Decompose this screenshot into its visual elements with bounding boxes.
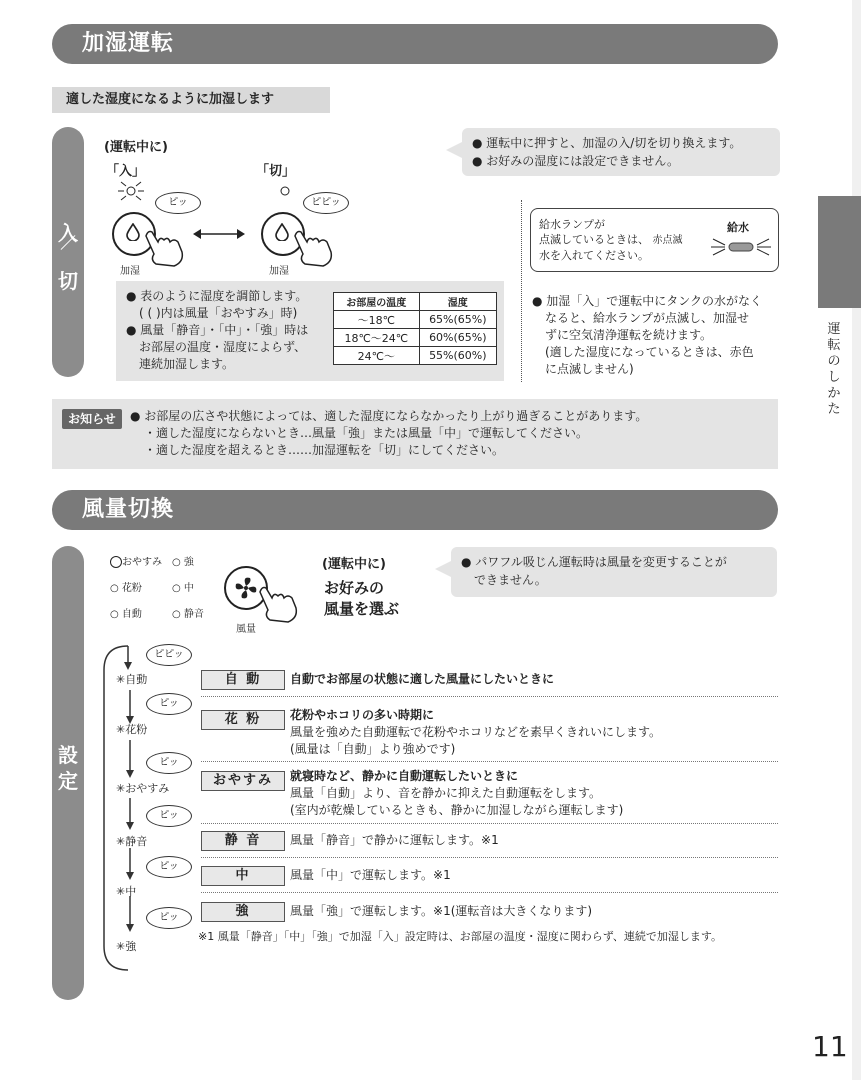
beep-bubble: ピッ: [146, 856, 192, 878]
beep-bubble: ピピッ: [146, 644, 192, 666]
table-cell: ～18℃: [334, 311, 420, 329]
side-pill-on-off: [52, 127, 84, 377]
info-line: ● お部屋の広さや状態によっては、適した湿度にならなかったり上がり過ぎることがあります。: [130, 409, 648, 423]
table-header: お部屋の温度: [334, 293, 420, 311]
desc-line: (室内が乾燥しているときも、静かに加湿しながら運転します): [290, 803, 624, 817]
beep-bubble: ピッ: [146, 693, 192, 715]
humidity-notes: [126, 288, 326, 373]
desc-line: 風量を強めた自動運転で花粉やホコリなどを素早くきれいにします。: [290, 725, 662, 739]
water-lamp-box: [530, 208, 779, 272]
humidity-table: [333, 292, 497, 365]
table-cell: 60%(65%): [419, 329, 496, 347]
during-label: (運転中に): [322, 557, 386, 572]
beep-bubble-on: ピッ: [155, 192, 201, 214]
choose-line: 風量を選ぶ: [324, 600, 400, 618]
footnote: ※1 風量「静音」「中」「強」で加湿「入」設定時は、お部屋の温度・湿度に関わらず、連続で加湿します。: [198, 930, 722, 943]
double-arrow-icon: [193, 228, 245, 240]
divider: [201, 892, 778, 893]
note-line: 連続加湿します。: [139, 357, 235, 371]
lamp-box-text: [539, 217, 683, 263]
lamp-box-line: 水を入れてください。: [539, 249, 649, 262]
cycle-mode-pollen: ✳花粉: [116, 723, 148, 736]
note-line: お部屋の温度・湿度によらず、: [139, 340, 307, 354]
mode-tag-sleep: おやすみ: [201, 771, 285, 791]
note-line: ずに空気清浄運転を続けます。: [545, 328, 713, 342]
pill-text-setting: 設定: [58, 743, 78, 793]
desc-line: 風量「自動」より、音を静かに抑えた自動運転をします。: [290, 786, 602, 800]
cycle-mode-auto: ✳自動: [116, 673, 148, 686]
info-line: ・適した湿度にならないとき…風量「強」または風量「中」で運転してください。: [144, 426, 589, 440]
info-line: ・適した湿度を超えるとき……加湿運転を「切」にしてください。: [144, 443, 505, 457]
column-divider: [521, 200, 522, 382]
off-label: 「切」: [256, 164, 296, 179]
water-drop-icon: [126, 223, 140, 241]
choose-airflow-text: [324, 578, 399, 620]
desc-line: 花粉やホコリの多い時期に: [290, 708, 435, 722]
mode-tag-auto: 自 動: [201, 670, 285, 690]
section-title-humidify: 加湿運転: [52, 24, 778, 64]
table-cell: 65%(65%): [419, 311, 496, 329]
indicator: ○ 中: [172, 583, 194, 594]
blink-label: 赤点滅: [652, 235, 683, 246]
desc-line: 就寝時など、静かに自動運転したいときに: [290, 769, 519, 783]
note-line: ● 表のように湿度を調節します。: [126, 289, 308, 303]
table-header: 湿度: [419, 293, 496, 311]
indicator: ○ 強: [172, 557, 194, 568]
section-title-airflow: 風量切換: [52, 490, 778, 530]
water-drop-icon: [275, 223, 289, 241]
hand-pointer-icon: [140, 228, 190, 270]
info-text: [130, 408, 775, 459]
divider: [201, 823, 778, 824]
note-bubble-airflow: [451, 547, 777, 597]
cycle-mode-quiet: ✳静音: [116, 835, 148, 848]
button-label-humidify: 加湿: [269, 266, 289, 277]
mode-tag-pollen: 花 粉: [201, 710, 285, 730]
mode-desc-pollen: [290, 707, 661, 758]
table-row: [334, 347, 497, 365]
bubble-line: ● お好みの湿度には設定できません。: [472, 154, 680, 168]
pill-text-off: 切: [58, 269, 78, 293]
table-cell: 24℃～: [334, 347, 420, 365]
button-label-humidify: 加湿: [120, 266, 140, 277]
mode-tag-medium: 中: [201, 866, 285, 886]
button-label-airflow: 風量: [236, 624, 256, 635]
mode-tag-quiet: 静 音: [201, 831, 285, 851]
mode-desc-strong: 風量「強」で運転します。※1(運転音は大きくなります): [290, 904, 593, 918]
lamp-off-icon: [280, 186, 290, 196]
hand-pointer-icon: [289, 228, 339, 270]
divider: [201, 696, 778, 697]
note-bubble-humidify: [462, 128, 780, 176]
page-number: 11: [812, 1030, 848, 1063]
beep-bubble: ピッ: [146, 805, 192, 827]
bubble-line: ● 運転中に押すと、加湿の入/切を切り換えます。: [472, 136, 742, 150]
lamp-box-line: 給水ランプが: [539, 218, 605, 231]
mode-desc-medium: 風量「中」で運転します。※1: [290, 868, 451, 882]
mode-desc-quiet: 風量「静音」で静かに運転します。※1: [290, 833, 499, 847]
cycle-mode-strong: ✳強: [116, 940, 137, 953]
note-line: ● 加湿「入」で運転中にタンクの水がなく: [532, 294, 763, 308]
note-line: ( ( )内は風量「おやすみ」時): [139, 306, 298, 320]
mode-tag-strong: 強: [201, 902, 285, 922]
note-line: なると、給水ランプが点滅し、加湿せ: [545, 311, 750, 325]
side-pill-setting: [52, 546, 84, 1000]
note-line: ● 風量「静音」・「中」・「強」時は: [126, 323, 309, 337]
table-row: [334, 329, 497, 347]
note-line: に点滅しません): [545, 362, 634, 376]
table-header-row: [334, 293, 497, 311]
mode-desc-auto: 自動でお部屋の状態に適した風量にしたいときに: [290, 672, 555, 686]
indicator: ○ 自動: [110, 609, 142, 620]
table-row: [334, 311, 497, 329]
cycle-mode-sleep: ✳おやすみ: [116, 782, 170, 795]
info-label: お知らせ: [62, 409, 122, 429]
indicator-lit: おやすみ: [110, 550, 162, 576]
pill-text-on: 入: [58, 221, 78, 245]
on-label: 「入」: [106, 164, 146, 179]
choose-line: お好みの: [324, 579, 385, 597]
cycle-mode-medium: ✳中: [116, 885, 137, 898]
water-lamp-blink-icon: [709, 233, 773, 261]
bubble-line: ● パワフル吸じん運転時は風量を変更することが: [461, 555, 727, 569]
chapter-tab[interactable]: [818, 196, 861, 308]
indicator: ○ 花粉: [110, 583, 142, 594]
beep-bubble: ピッ: [146, 907, 192, 929]
water-lamp-notes: [532, 293, 782, 378]
divider: [201, 761, 778, 762]
page-edge: [852, 0, 861, 1080]
bubble-line: できません。: [474, 573, 547, 587]
divider: [201, 857, 778, 858]
section-subtitle: 適した湿度になるように加湿します: [52, 87, 330, 113]
note-line: (適した湿度になっているときは、赤色: [545, 345, 754, 359]
desc-line: (風量は「自動」より強めです): [290, 742, 456, 756]
beep-bubble-off: ピピッ: [303, 192, 349, 214]
hand-pointer-icon: [254, 584, 304, 626]
indicator: ○ 静音: [172, 609, 204, 620]
mode-desc-sleep: [290, 768, 623, 819]
chapter-label: 運転のしかた: [827, 322, 841, 417]
beep-bubble: ピッ: [146, 752, 192, 774]
lamp-box-line: 点滅しているときは、 赤点滅: [539, 233, 683, 246]
water-lamp-label: 給水: [727, 221, 749, 234]
table-cell: 55%(60%): [419, 347, 496, 365]
during-label: (運転中に): [104, 140, 168, 155]
table-cell: 18℃～24℃: [334, 329, 420, 347]
lamp-lit-icon: [116, 180, 146, 202]
